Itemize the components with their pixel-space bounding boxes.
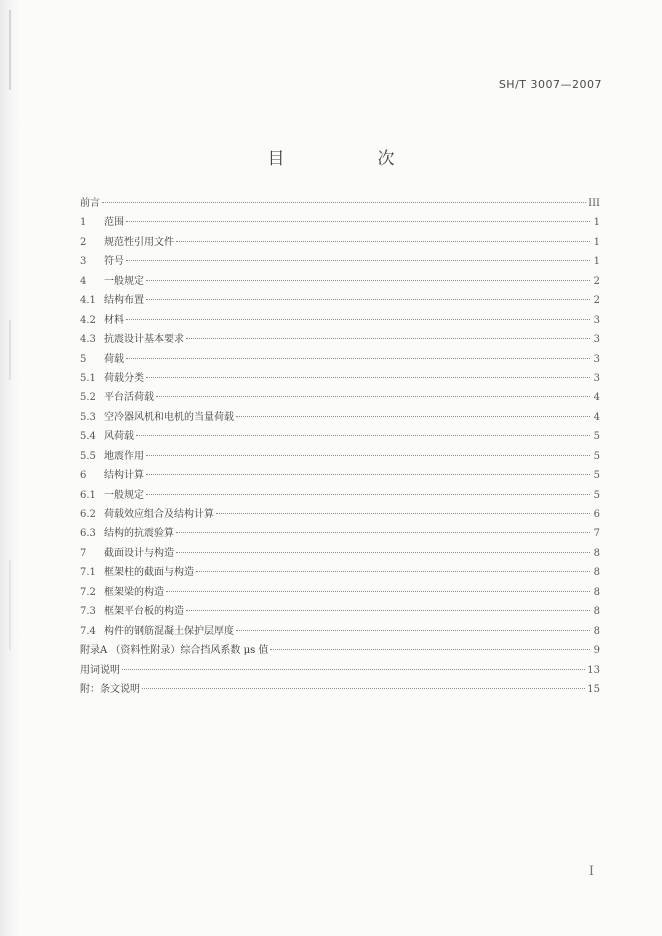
- toc-section-number: 7.2: [80, 586, 96, 598]
- toc-page-number: 3: [593, 353, 600, 365]
- toc-section-number: 5.2: [80, 392, 96, 404]
- toc-section-number: 5.4: [80, 431, 96, 443]
- toc-entry[interactable]: [80, 466, 600, 485]
- toc-entry[interactable]: [80, 408, 600, 427]
- toc-entry-label: 平台活荷载: [104, 392, 154, 404]
- toc-page-number: 3: [593, 314, 600, 326]
- toc-entry-label: 规范性引用文件: [104, 236, 174, 248]
- binding-shadow: [9, 560, 11, 650]
- dot-leader: [176, 240, 590, 242]
- toc-entry[interactable]: [80, 330, 600, 349]
- toc-entry[interactable]: [80, 350, 600, 369]
- toc-entry[interactable]: [80, 233, 600, 252]
- toc-page-number: 1: [593, 256, 600, 268]
- toc-entry[interactable]: [80, 602, 600, 621]
- toc-section-number: 6: [80, 470, 87, 482]
- toc-page-number: 8: [593, 547, 600, 559]
- toc-entry[interactable]: [80, 524, 600, 543]
- toc-page-number: 8: [593, 567, 600, 579]
- toc-entry[interactable]: [80, 369, 600, 388]
- toc-entry-label: 截面设计与构造: [104, 547, 174, 559]
- toc-entry-label: 荷载分类: [104, 372, 144, 384]
- toc-entry[interactable]: [80, 447, 600, 466]
- toc-page-number: 5: [593, 489, 600, 501]
- toc-page-number: 13: [587, 664, 600, 676]
- toc-entry[interactable]: [80, 252, 600, 271]
- toc-section-number: 4.2: [80, 314, 96, 326]
- toc-entry-label: 荷载效应组合及结构计算: [104, 509, 214, 520]
- toc-entry[interactable]: [80, 213, 600, 232]
- standard-code: SH/T 3007—2007: [498, 78, 602, 91]
- dot-leader: [270, 648, 590, 650]
- dot-leader: [122, 668, 585, 670]
- dot-leader: [102, 201, 586, 203]
- binding-shadow: [9, 10, 11, 90]
- toc-section-number: 4: [80, 275, 87, 287]
- toc-entry[interactable]: [80, 563, 600, 582]
- toc-entry-label: 附录A （资料性附录）综合挡风系数 μs 值: [80, 645, 269, 657]
- toc-entry[interactable]: [80, 680, 600, 699]
- toc-entry-label: 一般规定: [104, 275, 144, 287]
- toc-section-number: 6.1: [80, 489, 96, 501]
- table-of-contents: [80, 194, 600, 699]
- toc-page-number: 2: [593, 295, 600, 307]
- toc-page-number: 1: [593, 236, 600, 248]
- toc-entry[interactable]: [80, 641, 600, 660]
- binding-edge: [0, 0, 20, 936]
- toc-section-number: 4.3: [80, 334, 96, 346]
- toc-page-number: 4: [593, 392, 600, 404]
- toc-entry-label: 地震作用: [104, 450, 144, 462]
- dot-leader: [176, 531, 590, 533]
- toc-entry-label: 荷载: [104, 353, 124, 365]
- toc-entry-label: 范围: [104, 217, 124, 229]
- toc-entry[interactable]: [80, 311, 600, 330]
- toc-section-number: 5.5: [80, 450, 96, 462]
- toc-section-number: 5.1: [80, 372, 96, 384]
- dot-leader: [146, 454, 590, 456]
- toc-entry[interactable]: [80, 427, 600, 446]
- dot-leader: [166, 590, 590, 592]
- toc-page-number: 3: [593, 334, 600, 346]
- toc-page-number: 5: [593, 470, 600, 482]
- toc-page-number: 3: [593, 372, 600, 384]
- toc-entry[interactable]: [80, 505, 600, 524]
- toc-page-number: III: [588, 198, 600, 209]
- dot-leader: [146, 279, 590, 281]
- toc-entry-label: 一般规定: [104, 489, 144, 501]
- toc-page-number: 1: [593, 217, 600, 229]
- toc-entry-label: 抗震设计基本要求: [104, 334, 184, 346]
- dot-leader: [146, 298, 590, 300]
- toc-section-number: 7.3: [80, 606, 96, 618]
- dot-leader: [156, 395, 590, 397]
- toc-entry[interactable]: [80, 661, 600, 680]
- toc-page-number: 5: [593, 431, 600, 443]
- toc-entry-label: 框架梁的构造: [104, 586, 164, 598]
- toc-entry-label: 符号: [104, 256, 124, 268]
- toc-section-number: 7.4: [80, 625, 96, 637]
- toc-entry-label: 附：条文说明: [80, 683, 140, 695]
- dot-leader: [126, 357, 590, 359]
- toc-section-number: 5.3: [80, 411, 96, 423]
- dot-leader: [146, 376, 590, 378]
- toc-entry[interactable]: [80, 272, 600, 291]
- toc-page-number: 5: [593, 450, 600, 462]
- toc-page-number: 8: [593, 625, 600, 637]
- toc-section-number: 6.2: [80, 509, 96, 520]
- toc-entry-label: 材料: [104, 314, 124, 326]
- dot-leader: [126, 259, 590, 261]
- toc-entry-label: 空冷器风机和电机的当量荷载: [104, 411, 234, 423]
- toc-entry-label: 结构计算: [104, 470, 144, 482]
- dot-leader: [136, 434, 590, 436]
- dot-leader: [186, 337, 590, 339]
- toc-section-number: 2: [80, 236, 87, 248]
- toc-entry-label: 风荷载: [104, 431, 134, 443]
- toc-entry-label: 框架柱的截面与构造: [104, 567, 194, 579]
- dot-leader: [236, 415, 590, 417]
- toc-entry[interactable]: [80, 486, 600, 505]
- toc-entry-label: 结构的抗震验算: [104, 528, 174, 540]
- toc-page-number: 8: [593, 586, 600, 598]
- toc-entry-label: 用词说明: [80, 664, 120, 676]
- toc-entry[interactable]: [80, 291, 600, 310]
- toc-entry[interactable]: [80, 622, 600, 641]
- toc-section-number: 7: [80, 547, 87, 559]
- toc-section-number: 3: [80, 256, 87, 268]
- page-number: I: [588, 864, 594, 879]
- toc-entry[interactable]: [80, 194, 600, 213]
- toc-section-number: 4.1: [80, 295, 96, 307]
- dot-leader: [176, 551, 590, 553]
- toc-section-number: 6.3: [80, 528, 96, 540]
- dot-leader: [142, 687, 585, 689]
- toc-entry-label: 框架平台板的构造: [104, 606, 184, 618]
- dot-leader: [126, 220, 590, 222]
- toc-page-number: 7: [593, 528, 600, 540]
- toc-entry[interactable]: [80, 388, 600, 407]
- dot-leader: [196, 570, 590, 572]
- toc-entry-label: 前言: [80, 198, 100, 209]
- page-title: 目 次: [267, 149, 433, 169]
- toc-entry-label: 构件的钢筋混凝土保护层厚度: [104, 625, 234, 637]
- binding-shadow: [9, 320, 11, 380]
- toc-page-number: 15: [587, 683, 600, 695]
- toc-page-number: 4: [593, 411, 600, 423]
- toc-page-number: 9: [593, 645, 600, 657]
- toc-page-number: 2: [593, 275, 600, 287]
- dot-leader: [186, 609, 590, 611]
- toc-page-number: 8: [593, 606, 600, 618]
- dot-leader: [146, 473, 590, 475]
- dot-leader: [126, 318, 590, 320]
- toc-entry[interactable]: [80, 544, 600, 563]
- toc-section-number: 5: [80, 353, 87, 365]
- toc-entry-label: 结构布置: [104, 295, 144, 307]
- toc-section-number: 7.1: [80, 567, 96, 579]
- toc-section-number: 1: [80, 217, 87, 229]
- dot-leader: [216, 512, 590, 514]
- dot-leader: [146, 493, 590, 495]
- dot-leader: [236, 629, 590, 631]
- toc-page-number: 6: [593, 509, 600, 520]
- toc-entry[interactable]: [80, 583, 600, 602]
